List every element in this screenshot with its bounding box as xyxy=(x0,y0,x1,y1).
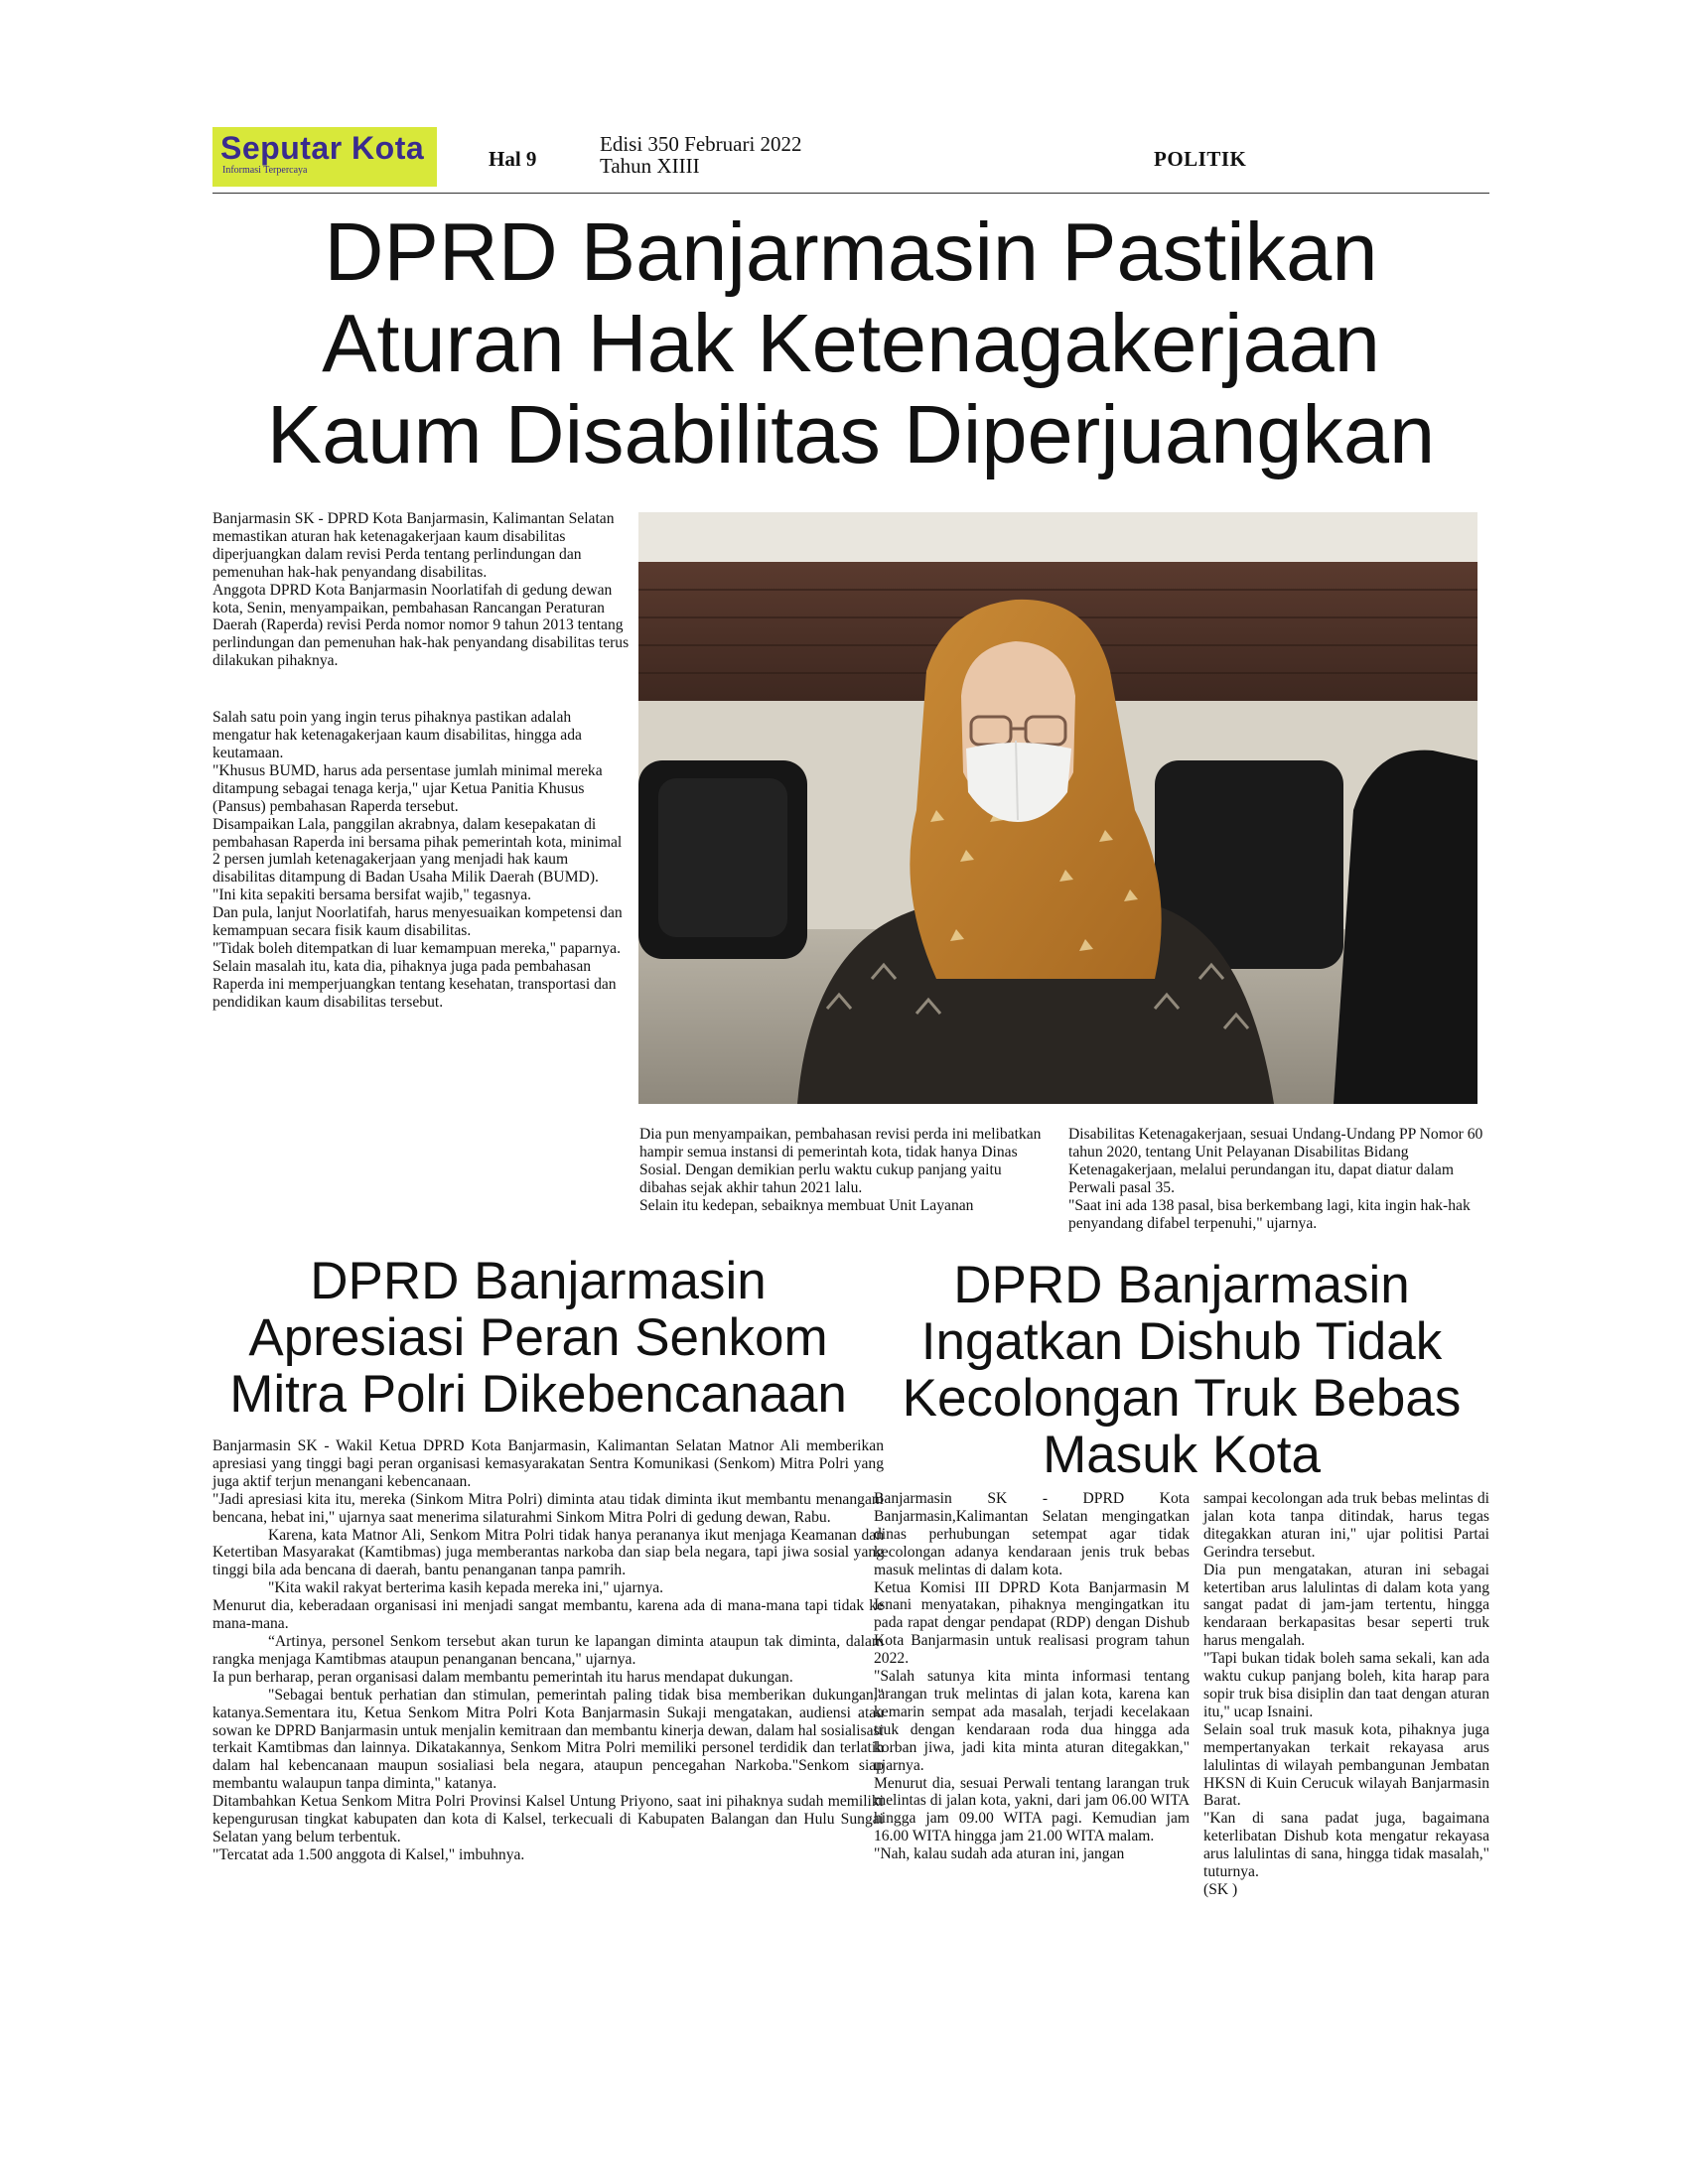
article1-headline xyxy=(212,206,1489,480)
article3-column-2 xyxy=(1203,1490,1489,1899)
paragraph: "Tapi bukan tidak boleh sama sekali, kan ada waktu cukup panjang boleh, kita harap para sopir truk bisa disiplin dan taat dengan aturan itu," ucap Isnaini. xyxy=(1203,1650,1489,1720)
paragraph: Selain itu kedepan, sebaiknya membuat Unit Layanan xyxy=(639,1196,974,1214)
edition-info xyxy=(600,133,802,177)
paragraph: “Artinya, personel Senkom tersebut akan turun ke lapangan diminta ataupun tak diminta, dalam rangka menjaga Kamtibmas ataupun penanganan bencana," ujarnya. xyxy=(212,1632,884,1668)
paragraph: (SK ) xyxy=(1203,1880,1238,1898)
paragraph: "Salah satunya kita minta informasi tentang larangan truk melintas di jalan kota, karena kan kemarin sempat ada masalah, terjadi kecelakaan truk dengan kendaraan roda dua hingga ada korban jiwa, jadi kita minta aturan ditegakkan," ujarnya. xyxy=(874,1668,1190,1774)
article3-column-1 xyxy=(874,1490,1190,1863)
paragraph: "Khusus BUMD, harus ada persentase jumlah minimal mereka ditampung sebagai tenaga kerja," ujar Ketua Panitia Khusus (Pansus) pembahasan Raperda tersebut. xyxy=(212,761,603,815)
headline-line: Apresiasi Peran Senkom xyxy=(248,1308,828,1367)
headline-line: Aturan Hak Ketenagakerjaan xyxy=(322,297,1380,389)
headline-line: Masuk Kota xyxy=(1043,1426,1321,1484)
paragraph: "Kita wakil rakyat berterima kasih kepada mereka ini," ujarnya. xyxy=(268,1579,664,1597)
paragraph: Ia pun berharap, peran organisasi dalam membantu pemerintah itu harus mendapat dukungan. xyxy=(212,1668,793,1686)
paragraph: Menurut dia, sesuai Perwali tentang larangan truk melintas di jalan kota, yakni, dari jam 06.00 WITA hingga jam 09.00 WITA pagi. Kemudian jam 16.00 WITA hingga jam 21.00 WITA malam. xyxy=(874,1774,1190,1845)
logo-title: Seputar Kota xyxy=(220,130,425,166)
paragraph: Dia pun mengatakan, aturan ini sebagai ketertiban arus lalulintas di dalam kota yang sangat padat di jam-jam tertentu, hingga kendaraan berkapasitas besar seperti truk harus mengalah. xyxy=(1203,1561,1489,1650)
paragraph: Banjarmasin SK - Wakil Ketua DPRD Kota Banjarmasin, Kalimantan Selatan Matnor Ali memberikan apresiasi yang tinggi bagi peran organisasi kemasyarakatan Sentra Komunikasi (Senkom) Mitra Polri yang juga aktif terjun menangani kebencanaan. xyxy=(212,1437,884,1490)
section-label: POLITIK xyxy=(1154,147,1247,171)
article3-headline xyxy=(874,1257,1489,1483)
headline-line: Mitra Polri Dikebencanaan xyxy=(229,1365,847,1424)
paragraph: "Tercatat ada 1.500 anggota di Kalsel," imbuhnya. xyxy=(212,1845,525,1863)
paragraph: Banjarmasin SK - DPRD Kota Banjarmasin,Kalimantan Selatan mengingatkan dinas perhubungan setempat agar tidak kecolongan adanya kendaraan jenis truk bebas masuk melintas di dalam kota. xyxy=(874,1490,1190,1578)
paragraph: Disabilitas Ketenagakerjaan, sesuai Undang-Undang PP Nomor 60 tahun 2020, tentang Unit Pelayanan Disabilitas Bidang Ketenagakerjaan, melalui perundangan itu, dapat diatur dalam Perwali pasal 35. xyxy=(1068,1126,1483,1196)
headline-line: Kaum Disabilitas Diperjuangkan xyxy=(266,388,1436,480)
paragraph: sampai kecolongan ada truk bebas melintas di jalan kota tanpa ditindak, harus tegas ditegakkan aturan ini," ujar politisi Partai Gerindra tersebut. xyxy=(1203,1490,1489,1561)
article1-photo xyxy=(638,512,1477,1104)
paragraph: Anggota DPRD Kota Banjarmasin Noorlatifah di gedung dewan kota, Senin, menyampaikan, pembahasan Rancangan Peraturan Daerah (Raperda) revisi Perda nomor nomor 9 tahun 2013 tentang perlindungan dan pemenuhan hak-hak penyandang disabilitas terus dilakukan pihaknya. xyxy=(212,581,630,670)
page-number: Hal 9 xyxy=(489,147,537,171)
paragraph: "Jadi apresiasi kita itu, mereka (Sinkom Mitra Polri) diminta atau tidak diminta ikut membantu menangani bencana, hebat ini," ujarnya saat menerima silaturahmi Sinkom Mitra Polri di gedung dewan, Rabu. xyxy=(212,1490,884,1526)
paragraph: Dan pula, lanjut Noorlatifah, harus menyesuaikan kompetensi dan kemampuan secara fisik kaum disabilitas. xyxy=(212,904,623,940)
article1-column-3 xyxy=(1068,1126,1489,1232)
masthead-logo xyxy=(212,127,437,187)
headline-line: Ingatkan Dishub Tidak xyxy=(920,1312,1443,1371)
paragraph: Selain masalah itu, kata dia, pihaknya juga pada pembahasan Raperda ini memperjuangkan tentang kesehatan, transportasi dan pendidikan kaum disabilitas tersebut. xyxy=(212,957,617,1011)
paragraph: "Saat ini ada 138 pasal, bisa berkembang lagi, kita ingin hak-hak penyandang difabel terpenuhi," ujarnya. xyxy=(1068,1196,1471,1232)
edition-line-2: Tahun XIIII xyxy=(600,154,700,178)
paragraph: Dia pun menyampaikan, pembahasan revisi perda ini melibatkan hampir semua instansi di pemerintah kota, tidak hanya Dinas Sosial. Dengan demikian perlu waktu cukup panjang yaitu dibahas sejak akhir tahun 2021 lalu. xyxy=(639,1126,1042,1196)
paragraph: Karena, kata Matnor Ali, Senkom Mitra Polri tidak hanya perananya ikut menjaga Keamanan dan Ketertiban Masyarakat (Kamtibmas) juga memberantas narkoba dan siap bela negara, tapi jiwa sosial yang tinggi bila ada bencana di daerah, bantu penanganan tanpa pamrih. xyxy=(212,1526,884,1579)
paragraph: Ketua Komisi III DPRD Kota Banjarmasin M Isnani menyatakan, pihaknya mengingatkan itu pada rapat dengar pendapat (RDP) dengan Dishub Kota Banjarmasin untuk realisasi program tahun 2022. xyxy=(874,1578,1190,1668)
paragraph: "Kan di sana padat juga, bagaimana keterlibatan Dishub kota mengatur rekayasa arus lalulintas di sana, hingga tidak masalah," tuturnya. xyxy=(1203,1810,1489,1881)
paragraph: Salah satu poin yang ingin terus pihaknya pastikan adalah mengatur hak ketenagakerjaan kaum disabilitas, hingga ada keutamaan. xyxy=(212,709,582,761)
article1-column-1 xyxy=(212,510,630,1012)
article1-column-2 xyxy=(639,1126,1047,1215)
paragraph: Selain soal truk masuk kota, pihaknya juga mempertanyakan terkait rekayasa arus lalulintas di wilayah pembangunan Jembatan HKSN di Kuin Cerucuk wilayah Banjarmasin Barat. xyxy=(1203,1720,1489,1810)
header-divider xyxy=(212,193,1489,194)
article2-body xyxy=(212,1437,884,1864)
logo-tagline: Informasi Terpercaya xyxy=(222,165,308,176)
paragraph: "Nah, kalau sudah ada aturan ini, jangan xyxy=(874,1845,1125,1863)
headline-line: DPRD Banjarmasin Pastikan xyxy=(324,205,1378,298)
headline-line: DPRD Banjarmasin xyxy=(953,1256,1410,1314)
article2-headline xyxy=(212,1253,864,1423)
paragraph: "Tidak boleh ditempatkan di luar kemampuan mereka," paparnya. xyxy=(212,939,621,957)
paragraph: "Sebagai bentuk perhatian dan stimulan, pemerintah paling tidak bisa memberikan dukungan," katanya.Sementara itu, Ketua Senkom Mitra Polri Kota Banjarmasin Sukaji mengatakan, audiensi atau sowan ke DPRD Banjarmasin untuk menjalin kemitraan dan membantu kinerja dewan, dalam hal sosialisasi terkait Kamtibmas dan lainnya. Dikatakannya, Senkom Mitra Polri memiliki personel terdidik dan terlatih dalam hal kebencanaan maupun sosialiasi bela negara, ataupun pencegahan Narkoba."Senkom siap membantu walaupun tanpa diminta," katanya. xyxy=(212,1686,884,1793)
headline-line: DPRD Banjarmasin xyxy=(310,1252,767,1310)
headline-line: Kecolongan Truk Bebas xyxy=(902,1369,1462,1428)
paragraph: Menurut dia, keberadaan organisasi ini menjadi sangat membantu, karena ada di mana-mana tapi tidak ke mana-mana. xyxy=(212,1597,884,1633)
edition-line-1: Edisi 350 Februari 2022 xyxy=(600,132,802,156)
paragraph: "Ini kita sepakiti bersama bersifat wajib," tegasnya. xyxy=(212,887,532,904)
paragraph: Ditambahkan Ketua Senkom Mitra Polri Provinsi Kalsel Untung Priyono, saat ini pihaknya sudah memiliki kepengurusan tingkat kabupaten dan kota di Kalsel, terkecuali di Kabupaten Balangan dan Hulu Sungai Selatan yang belum terbentuk. xyxy=(212,1793,884,1845)
paragraph: Disampaikan Lala, panggilan akrabnya, dalam kesepakatan di pembahasan Raperda ini bersama pihak pemerintah kota, minimal 2 persen jumlah ketenagakerjaan yang menjadi hak kaum disabilitas ditampung di Badan Usaha Milik Daerah (BUMD). xyxy=(212,815,623,887)
paragraph: Banjarmasin SK - DPRD Kota Banjarmasin, Kalimantan Selatan memastikan aturan hak ketenagakerjaan kaum disabilitas diperjuangkan dalam revisi Perda tentang perlindungan dan pemenuhan hak-hak penyandang disabilitas. xyxy=(212,510,615,581)
